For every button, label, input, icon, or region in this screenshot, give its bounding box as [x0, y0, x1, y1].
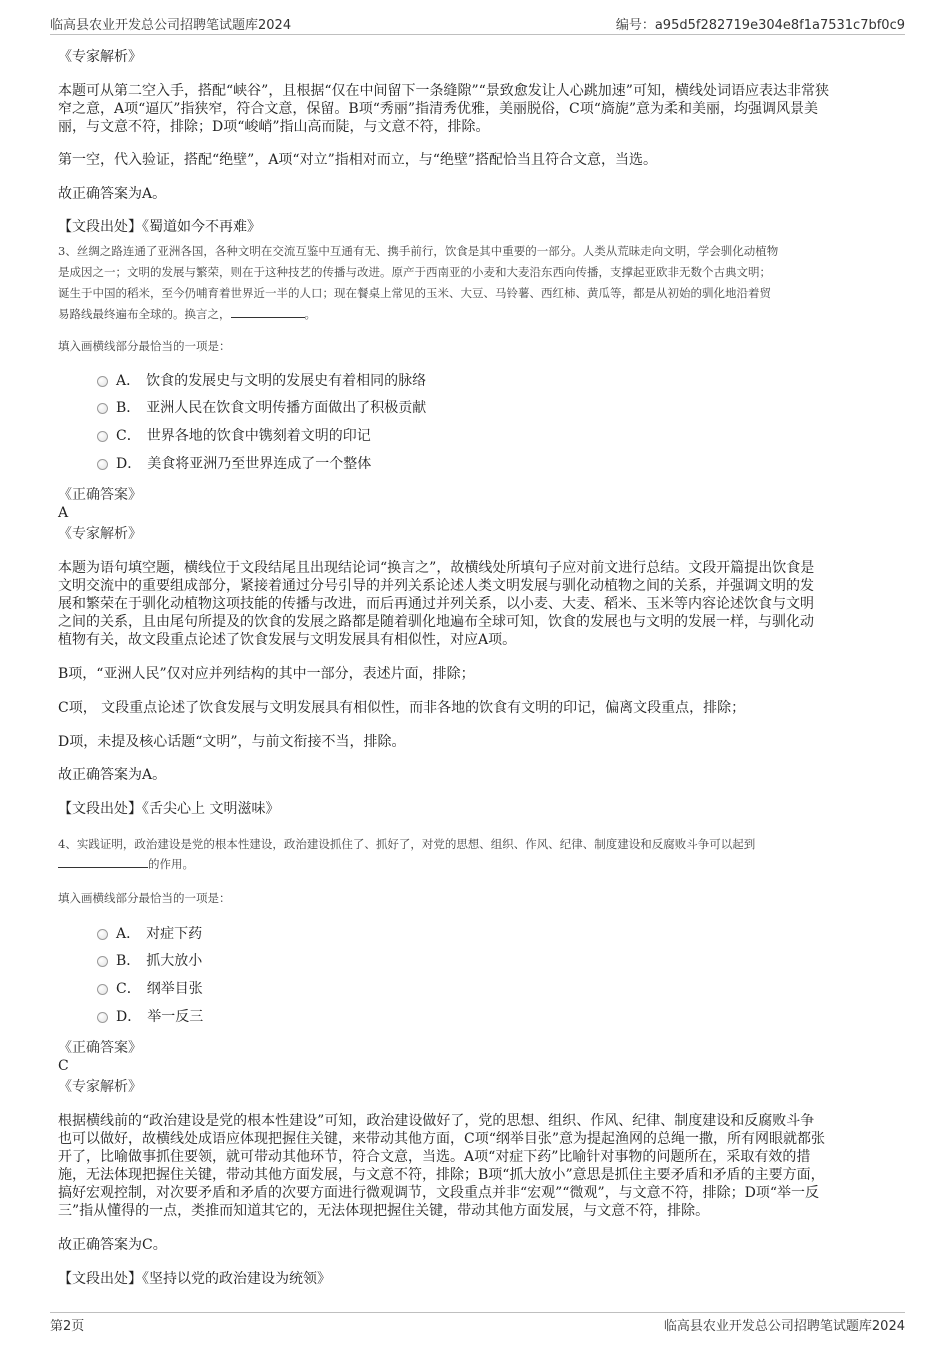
q3-stem-line: 3、丝绸之路连通了亚洲各国，各种文明在交流互鉴中互通有无、携手前行，饮食是其中重要的一部分。人类从荒昧走向文明，学会驯化动植物 [58, 244, 779, 258]
q4-answer-label: 《正确答案》 [58, 1040, 142, 1056]
q3-stem-last [58, 304, 892, 325]
option-text: 纲举目张 [146, 981, 203, 997]
q3-source: 【文段出处】《舌尖心上 文明滋味》 [58, 801, 280, 817]
page-footer [50, 1312, 905, 1333]
option-key: A． [116, 926, 141, 942]
q4-answer-blank [58, 855, 148, 868]
radio-icon[interactable] [97, 403, 108, 414]
header-title: 临高县农业开发总公司招聘笔试题库2024 [50, 18, 292, 33]
radio-icon[interactable] [97, 929, 108, 940]
q2-source: 【文段出处】《蜀道如今不再难》 [58, 219, 261, 235]
q3-answer: A [58, 505, 69, 521]
q3-note-b: B项，“亚洲人民”仅对应并列结构的其中一部分，表述片面，排除； [58, 666, 475, 682]
q3-analysis-line: 本题为语句填空题，横线位于文段结尾且出现结论词“换言之”，故横线处所填句子应对前文进行总结。文段开篇提出饮食是 [58, 560, 815, 576]
option-text: 抓大放小 [146, 953, 203, 969]
q4-analysis-line: 根据横线前的“政治建设是党的根本性建设”可知，政治建设做好了，党的思想、组织、作风、纪律、制度建设和反腐败斗争 [58, 1113, 815, 1129]
q2-analysis-line: 丽，与文意不符，排除；D项“峻峭”指山高而陡，与文意不符，排除。 [58, 119, 490, 135]
q3-stem-line: 是成因之一；文明的发展与繁荣，则在于这种技艺的传播与改进。原产于西南亚的小麦和大麦沿东西向传播，支撑起亚欧非无数个古典文明； [58, 265, 771, 279]
q4-analysis-line: 三”指从懂得的一点，类推而知道其它的，无法体现把握住关键，带动其他方面发展，与文意不符，排除。 [58, 1203, 710, 1219]
option-text: 美食将亚洲乃至世界连成了一个整体 [147, 456, 372, 472]
option-text: 举一反三 [147, 1009, 204, 1025]
q3-stem-line: 诞生于中国的稻米，至今仍哺育着世界近一半的人口；现在餐桌上常见的玉米、大豆、马铃薯、西红柿、黄瓜等，都是从初始的驯化地沿着贸 [58, 286, 771, 300]
radio-icon[interactable] [97, 431, 108, 442]
radio-icon[interactable] [97, 956, 108, 967]
footer-page-number: 第2页 [50, 1319, 85, 1334]
radio-icon[interactable] [97, 984, 108, 995]
option-key: D． [116, 1009, 142, 1025]
q4-analysis-line: 施，无法体现把握住关键，带动其他方面发展，与文意不符，排除；B项“抓大放小”意思是抓住主要矛盾和矛盾的主要方面， [58, 1167, 825, 1183]
radio-icon[interactable] [97, 459, 108, 470]
option-key: B． [116, 953, 141, 969]
q4-source: 【文段出处】《坚持以党的政治建设为统领》 [58, 1271, 331, 1287]
page-header [50, 14, 905, 35]
footer-title: 临高县农业开发总公司招聘笔试题库2024 [663, 1319, 905, 1334]
radio-icon[interactable] [97, 376, 108, 387]
q3-note-c: C项， 文段重点论述了饮食发展与文明发展具有相似性，而非各地的饮食有文明的印记，偏离文段重点，排除； [58, 700, 746, 716]
q2-analysis-label: 《专家解析》 [58, 49, 142, 65]
q3-note-d: D项，未提及核心话题“文明”，与前文衔接不当，排除。 [58, 734, 406, 750]
q3-analysis-line: 文明交流中的重要组成部分，紧接着通过分号引导的并列关系论述人类文明发展与驯化动植物之间的关系，并强调文明的发 [58, 578, 814, 594]
q4-analysis-line: 开了，比喻做事抓住要领，就可带动其他环节，符合文意，当选。A项“对症下药”比喻针对事物的问题所在，采取有效的措 [58, 1149, 811, 1165]
option-key: C． [116, 428, 141, 444]
option-text: 饮食的发展史与文明的发展史有着相同的脉络 [146, 373, 427, 389]
q4-analysis-line: 搞好宏观控制，对次要矛盾和矛盾的次要方面进行微观调节，文段重点并非“宏观”“微观”，与文意不符，排除；D项“举一反 [58, 1185, 820, 1201]
q4-option-c[interactable] [97, 980, 203, 998]
q3-analysis-line: 植物有关，故文段重点论述了饮食发展与文明发展具有相似性，对应A项。 [58, 632, 517, 648]
q3-conclusion: 故正确答案为A。 [58, 767, 167, 783]
q3-option-c[interactable] [97, 427, 371, 445]
q2-analysis-p2: 第一空，代入验证，搭配“绝壁”，A项“对立”指相对而立，与“绝壁”搭配恰当且符合文意，当选。 [58, 152, 658, 168]
q4-conclusion: 故正确答案为C。 [58, 1237, 167, 1253]
q4-option-d[interactable] [97, 1008, 203, 1026]
option-key: C． [116, 981, 141, 997]
q4-stem-end: 的作用。 [148, 857, 194, 871]
q3-stem-text: 易路线最终遍布全球的。换言之， [58, 307, 231, 321]
q4-option-a[interactable] [97, 925, 202, 943]
q3-answer-label: 《正确答案》 [58, 487, 142, 503]
option-key: B． [116, 400, 141, 416]
q4-option-b[interactable] [97, 952, 202, 970]
q3-analysis-line: 展和繁荣在于驯化动植物这项技能的传播与改进，而后再通过并列关系，以小麦、大麦、稻米、玉米等内容论述饮食与文明 [58, 596, 814, 612]
header-code: 编号：a95d5f282719e304e8f1a7531c7bf0c9 [615, 18, 905, 33]
q2-analysis-line: 窄之意，A项“逼仄”指狭窄，符合文意，保留。B项“秀丽”指清秀优雅，美丽脱俗，C项“旖旎”意为柔和美丽，均强调风景美 [58, 101, 819, 117]
q4-stem-last [58, 854, 892, 875]
option-key: A． [116, 373, 141, 389]
radio-icon[interactable] [97, 1012, 108, 1023]
q3-analysis-label: 《专家解析》 [58, 526, 142, 542]
option-key: D． [116, 456, 142, 472]
q3-analysis-line: 之间的关系，且由尾句所提及的饮食的发展之路都是随着驯化地遍布全球可知，饮食的发展也与文明的发展一样，与驯化动 [58, 614, 814, 630]
q3-option-b[interactable] [97, 399, 426, 417]
option-text: 亚洲人民在饮食文明传播方面做出了积极贡献 [146, 400, 427, 416]
q3-answer-blank [231, 305, 305, 318]
q4-analysis-line: 也可以做好，故横线处成语应体现把握住关键，来带动其他方面，C项“纲举目张”意为提起渔网的总绳一撒，所有网眼就都张 [58, 1131, 826, 1147]
q4-stem: 4、实践证明，政治建设是党的根本性建设，政治建设抓住了、抓好了，对党的思想、组织、作风、纪律、制度建设和反腐败斗争可以起到 [58, 837, 756, 851]
option-text: 对症下药 [146, 926, 203, 942]
q4-analysis-label: 《专家解析》 [58, 1079, 142, 1095]
q3-stem-end: 。 [304, 307, 316, 321]
q2-conclusion: 故正确答案为A。 [58, 186, 167, 202]
q3-option-a[interactable] [97, 372, 426, 390]
q3-option-d[interactable] [97, 455, 371, 473]
q3-prompt: 填入画横线部分最恰当的一项是： [58, 339, 231, 353]
q2-analysis-line: 本题可从第二空入手，搭配“峡谷”，且根据“仅在中间留下一条缝隙”“景致愈发让人心跳加速”可知，横线处词语应表达非常狭 [58, 83, 829, 99]
q4-answer: C [58, 1058, 69, 1074]
option-text: 世界各地的饮食中镌刻着文明的印记 [146, 428, 371, 444]
q4-prompt: 填入画横线部分最恰当的一项是： [58, 891, 231, 905]
